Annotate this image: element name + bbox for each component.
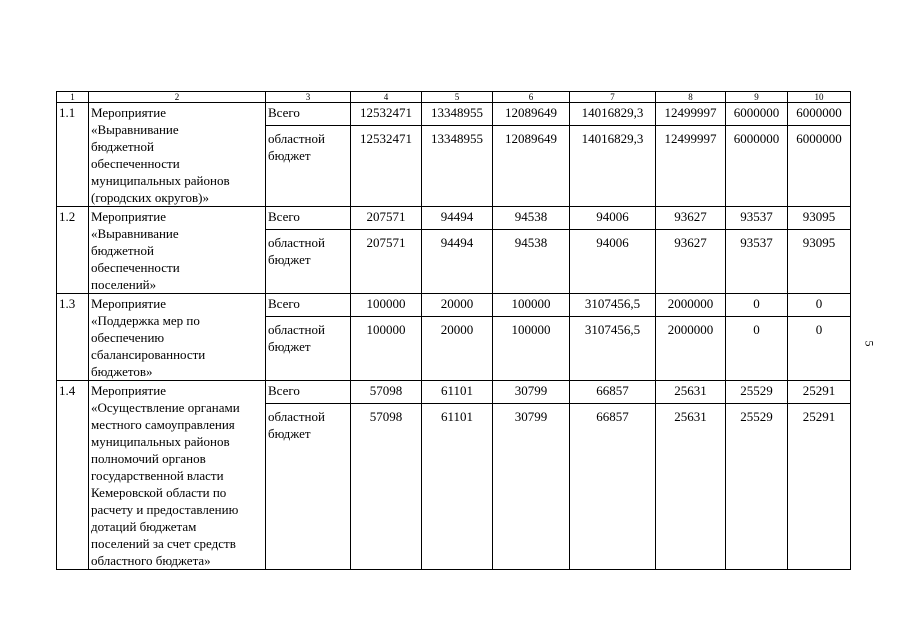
- column-number-8: 8: [656, 92, 726, 103]
- value-cell: 20000: [422, 294, 493, 317]
- value-cell: 0: [788, 294, 851, 317]
- funding-source-line: областной: [268, 131, 325, 146]
- value-cell: 3107456,5: [570, 317, 656, 381]
- funding-source-line: Всего: [268, 296, 300, 311]
- value-cell: 94538: [493, 230, 570, 294]
- measure-name-line: обеспеченности: [91, 156, 180, 171]
- value-cell: 100000: [351, 294, 422, 317]
- budget-table: [56, 91, 851, 570]
- value-cell: 94494: [422, 207, 493, 230]
- value-cell: 94538: [493, 207, 570, 230]
- value-cell: 0: [726, 294, 788, 317]
- measure-name: [89, 294, 266, 381]
- value-cell: 93537: [726, 230, 788, 294]
- measure-name-line: бюджетной: [91, 139, 154, 154]
- row-code: 1.2: [57, 207, 89, 294]
- funding-source: [266, 207, 351, 230]
- value-cell: 6000000: [788, 103, 851, 126]
- funding-source-line: областной: [268, 235, 325, 250]
- measure-name-line: областного бюджета»: [91, 553, 211, 568]
- measure-name-line: дотаций бюджетам: [91, 519, 197, 534]
- value-cell: 30799: [493, 404, 570, 570]
- table-row: [57, 103, 851, 126]
- value-cell: 57098: [351, 404, 422, 570]
- funding-source: [266, 404, 351, 570]
- column-number-7: 7: [570, 92, 656, 103]
- measure-name-line: поселений»: [91, 277, 157, 292]
- column-number-3: 3: [266, 92, 351, 103]
- value-cell: 207571: [351, 230, 422, 294]
- measure-name-line: «Выравнивание: [91, 226, 179, 241]
- measure-name-line: «Поддержка мер по: [91, 313, 200, 328]
- measure-name-line: поселений за счет средств: [91, 536, 236, 551]
- header-row: [57, 92, 851, 103]
- column-number-6: 6: [493, 92, 570, 103]
- value-cell: 100000: [493, 317, 570, 381]
- value-cell: 20000: [422, 317, 493, 381]
- value-cell: 14016829,3: [570, 126, 656, 207]
- table-row: [57, 381, 851, 404]
- measure-name: [89, 381, 266, 570]
- measure-name-line: сбалансированности: [91, 347, 206, 362]
- value-cell: 100000: [351, 317, 422, 381]
- value-cell: 207571: [351, 207, 422, 230]
- value-cell: 66857: [570, 381, 656, 404]
- value-cell: 61101: [422, 404, 493, 570]
- value-cell: 12089649: [493, 103, 570, 126]
- column-number-4: 4: [351, 92, 422, 103]
- table-row: [57, 294, 851, 317]
- value-cell: 93537: [726, 207, 788, 230]
- measure-name-line: бюджетной: [91, 243, 154, 258]
- measure-name: [89, 103, 266, 207]
- value-cell: 25631: [656, 404, 726, 570]
- measure-name-line: государственной власти: [91, 468, 224, 483]
- value-cell: 2000000: [656, 294, 726, 317]
- measure-name-line: местного самоуправления: [91, 417, 235, 432]
- value-cell: 93095: [788, 230, 851, 294]
- measure-name-line: полномочий органов: [91, 451, 206, 466]
- funding-source: [266, 317, 351, 381]
- measure-name-line: «Осуществление органами: [91, 400, 240, 415]
- measure-name-line: (городских округов)»: [91, 190, 209, 205]
- value-cell: 2000000: [656, 317, 726, 381]
- value-cell: 25291: [788, 381, 851, 404]
- value-cell: 93627: [656, 230, 726, 294]
- funding-source: [266, 126, 351, 207]
- measure-name-line: муниципальных районов: [91, 434, 230, 449]
- value-cell: 25529: [726, 381, 788, 404]
- value-cell: 12499997: [656, 103, 726, 126]
- value-cell: 12532471: [351, 103, 422, 126]
- measure-name-line: Мероприятие: [91, 296, 166, 311]
- measure-name-line: Мероприятие: [91, 105, 166, 120]
- value-cell: 94006: [570, 230, 656, 294]
- value-cell: 61101: [422, 381, 493, 404]
- column-number-10: 10: [788, 92, 851, 103]
- value-cell: 13348955: [422, 103, 493, 126]
- measure-name-line: обеспеченности: [91, 260, 180, 275]
- column-number-2: 2: [89, 92, 266, 103]
- value-cell: 6000000: [788, 126, 851, 207]
- row-code: 1.4: [57, 381, 89, 570]
- value-cell: 25291: [788, 404, 851, 570]
- measure-name: [89, 207, 266, 294]
- value-cell: 6000000: [726, 126, 788, 207]
- funding-source: [266, 381, 351, 404]
- measure-name-line: Кемеровской области по: [91, 485, 227, 500]
- funding-source-line: бюджет: [268, 148, 311, 163]
- value-cell: 66857: [570, 404, 656, 570]
- measure-name-line: «Выравнивание: [91, 122, 179, 137]
- page-number: 5: [862, 340, 877, 347]
- measure-name-line: муниципальных районов: [91, 173, 230, 188]
- value-cell: 6000000: [726, 103, 788, 126]
- funding-source-line: областной: [268, 322, 325, 337]
- measure-name-line: Мероприятие: [91, 383, 166, 398]
- funding-source: [266, 103, 351, 126]
- value-cell: 0: [726, 317, 788, 381]
- funding-source-line: бюджет: [268, 339, 311, 354]
- measure-name-line: бюджетов»: [91, 364, 153, 379]
- value-cell: 13348955: [422, 126, 493, 207]
- funding-source-line: бюджет: [268, 426, 311, 441]
- funding-source-line: областной: [268, 409, 325, 424]
- measure-name-line: обеспечению: [91, 330, 165, 345]
- funding-source-line: Всего: [268, 383, 300, 398]
- value-cell: 12089649: [493, 126, 570, 207]
- funding-source-line: Всего: [268, 105, 300, 120]
- value-cell: 93095: [788, 207, 851, 230]
- measure-name-line: расчету и предоставлению: [91, 502, 239, 517]
- column-number-9: 9: [726, 92, 788, 103]
- value-cell: 25631: [656, 381, 726, 404]
- value-cell: 30799: [493, 381, 570, 404]
- value-cell: 57098: [351, 381, 422, 404]
- value-cell: 94494: [422, 230, 493, 294]
- row-code: 1.1: [57, 103, 89, 207]
- funding-source: [266, 230, 351, 294]
- measure-name-line: Мероприятие: [91, 209, 166, 224]
- value-cell: 94006: [570, 207, 656, 230]
- value-cell: 100000: [493, 294, 570, 317]
- funding-source: [266, 294, 351, 317]
- value-cell: 3107456,5: [570, 294, 656, 317]
- row-code: 1.3: [57, 294, 89, 381]
- table-body: [57, 92, 851, 570]
- table-row: [57, 207, 851, 230]
- value-cell: 93627: [656, 207, 726, 230]
- value-cell: 25529: [726, 404, 788, 570]
- value-cell: 0: [788, 317, 851, 381]
- column-number-5: 5: [422, 92, 493, 103]
- column-number-1: 1: [57, 92, 89, 103]
- value-cell: 12532471: [351, 126, 422, 207]
- value-cell: 14016829,3: [570, 103, 656, 126]
- funding-source-line: бюджет: [268, 252, 311, 267]
- value-cell: 12499997: [656, 126, 726, 207]
- funding-source-line: Всего: [268, 209, 300, 224]
